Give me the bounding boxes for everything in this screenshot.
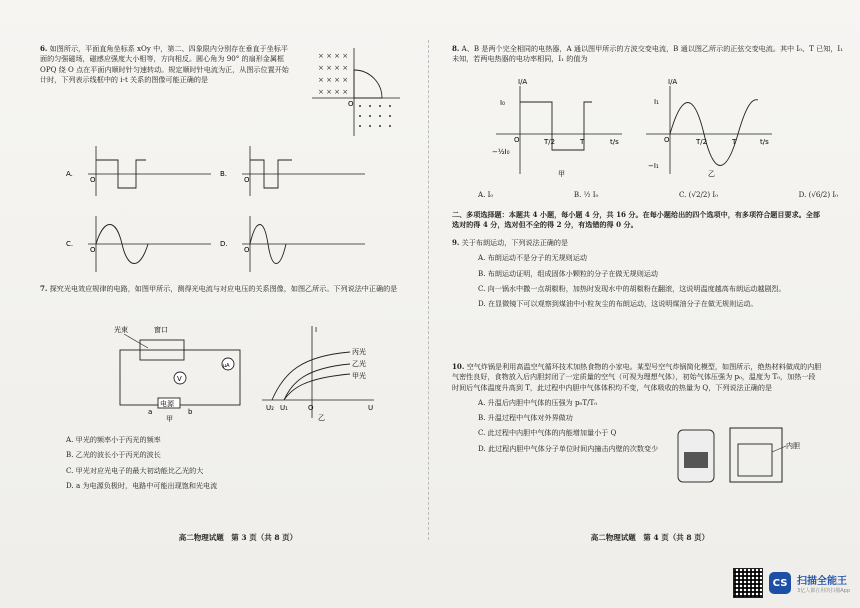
q7-option-c: C. 甲光对应光电子的最大初动能比乙光的大 <box>66 465 204 475</box>
option-label: C. <box>66 240 74 248</box>
dot-field <box>359 105 391 127</box>
neg-half-i0-label: −½I₀ <box>492 148 510 156</box>
section-2-header: 二、多项选择题：本题共 4 小题，每小题 4 分，共 16 分。在每小题给出的四个选项中，有多项符合题目要求。全部选对的得 4 分，选对但不全的得 2 分，有选错的得 0 分。 <box>452 210 820 230</box>
question-9 <box>452 238 822 309</box>
q9-option-d: D. 在显微镜下可以观察到煤油中小粒灰尘的布朗运动，这说明煤油分子在做无规则运动。 <box>478 299 758 309</box>
svg-text:× × × ×: × × × × <box>318 52 349 60</box>
page-footer: 高二物理试题 第 3 页（共 8 页） <box>178 533 298 543</box>
q7-circuit-figure <box>110 322 250 422</box>
q8-square-wave-figure <box>492 74 632 179</box>
axis-u-label: U <box>368 404 374 412</box>
origin-label: O <box>90 176 96 184</box>
q8-sine-wave-figure <box>642 74 782 179</box>
q7-option-b: B. 乙光的波长小于丙光的波长 <box>66 450 161 460</box>
question-number: 7. <box>40 284 48 293</box>
q9-option-a: A. 布朗运动不是分子的无规则运动 <box>478 253 587 263</box>
origin-label: O <box>514 136 520 144</box>
qr-code-icon <box>733 568 763 598</box>
axis-ia-label: I/A <box>518 78 528 86</box>
scanner-watermark <box>733 568 850 598</box>
right-page <box>452 44 848 544</box>
figure-yi-label: 乙 <box>318 414 325 422</box>
terminal-a-label: a <box>148 408 153 416</box>
q7-options <box>40 430 420 491</box>
q7-iu-graph <box>258 322 378 422</box>
question-number: 8. <box>452 44 460 53</box>
window-label: 窗口 <box>154 326 168 334</box>
q8-options <box>478 190 838 200</box>
q9-option-c: C. 向一锅水中撒一点胡椒粉，加热时发现水中的胡椒粉在翻滚，这说明温度越高布朗运动越剧烈。 <box>478 283 786 293</box>
curve-bing <box>272 352 350 400</box>
origin-label: O <box>348 100 354 108</box>
voltmeter-label: V <box>177 375 182 383</box>
graph-option-a <box>66 144 216 199</box>
question-7 <box>40 284 410 294</box>
i0-label: I₀ <box>500 99 505 107</box>
axis-i-label: I <box>315 326 318 334</box>
graph-option-c <box>66 214 216 274</box>
page-divider <box>428 40 429 540</box>
q6-field-figure <box>308 44 403 139</box>
question-number: 6. <box>40 44 48 53</box>
origin-label: O <box>90 246 96 254</box>
q8-option-c: C. (√2/2) I₀ <box>679 190 719 199</box>
figure-jia-label: 甲 <box>166 415 173 422</box>
terminal-b-label: b <box>188 408 193 416</box>
tick-t-label: T <box>732 138 737 146</box>
option-label: B. <box>220 170 228 178</box>
question-text: 探究光电效应规律的电路，如图甲所示，测得光电流与对应电压的关系图像，如图乙所示。下列说法中正确的是 <box>49 284 398 293</box>
fryer-handle <box>684 452 708 468</box>
question-text: 关于布朗运动，下列说法正确的是 <box>461 238 569 247</box>
figure-jia-label: 甲 <box>558 170 565 178</box>
bing-label: 丙光 <box>352 348 366 356</box>
yi-light-label: 乙光 <box>352 360 366 368</box>
q8-option-d: D. (√6/2) I₀ <box>798 190 838 199</box>
q8-option-b: B. ½ I₀ <box>573 190 599 199</box>
curve-jia <box>284 374 350 400</box>
question-number: 10. <box>452 362 465 371</box>
q8-option-a: A. I₀ <box>478 190 494 199</box>
question-number: 9. <box>452 238 460 247</box>
axis-ts-label: t/s <box>610 138 619 146</box>
origin-label: O <box>664 136 670 144</box>
camscanner-logo-icon: CS <box>769 572 791 594</box>
axis-ts-label: t/s <box>760 138 769 146</box>
inner-pot-label: 内胆 <box>786 442 800 450</box>
u2-label: U₂ <box>266 404 274 412</box>
question-text: A、B 是两个完全相同的电热器，A 通以图甲所示的方波交变电流，B 通以图乙所示的正弦交变电流。其中 I₀、T 已知，I₁ 未知，若两电热器的电功率相同，I₁ 的值为 <box>452 44 844 64</box>
q10-option-c: C. 此过程中内胆中气体的内能增加量小于 Q <box>478 428 617 438</box>
q6-option-graphs <box>40 144 340 284</box>
question-text: 如图所示，平面直角坐标系 xOy 中，第二、四象限内分别存在垂直于坐标平面的匀强磁场，磁感应强度大小相等，方向相反。圆心角为 90° 的扇形金属框 OPQ 绕 O 点在平面内顺时针匀速转动。规定顺时针电流为正，从图示位置开始计时，下列表示线框中的 i-t 关系的图像可能正确的是 <box>40 44 289 84</box>
sine-wave <box>670 100 758 166</box>
microammeter-label: μA <box>223 363 230 369</box>
tick-t-label: T <box>580 138 585 146</box>
question-6 <box>40 44 290 85</box>
svg-text:× × × ×: × × × × <box>318 64 349 72</box>
question-8 <box>452 44 848 65</box>
option-label: D. <box>220 240 228 248</box>
q10-options <box>452 398 662 454</box>
figure-yi-label: 乙 <box>708 170 715 178</box>
neg-i1-label: −I₁ <box>648 162 659 170</box>
watermark-title: 扫描全能王 <box>797 576 848 587</box>
u1-label: U₁ <box>280 404 288 412</box>
graph-option-d <box>220 214 370 274</box>
light-beam-label: 光束 <box>114 326 128 334</box>
q7-option-d: D. a 为电源负极时，电路中可能出现饱和光电流 <box>66 480 218 490</box>
q7-option-a: A. 甲光的频率小于丙光的频率 <box>66 435 161 444</box>
tick-half-label: T/2 <box>696 138 708 146</box>
origin-label: O <box>308 404 314 412</box>
page-footer: 高二物理试题 第 4 页（共 8 页） <box>590 533 710 543</box>
inner-pot <box>738 444 772 476</box>
graph-option-b <box>220 144 370 199</box>
watermark-subtitle: 3亿人都在用的扫描App <box>797 588 850 594</box>
svg-text:× × × ×: × × × × <box>318 76 349 84</box>
svg-text:× × × ×: × × × × <box>318 88 349 96</box>
cross-field <box>318 52 348 96</box>
origin-label: O <box>244 176 250 184</box>
option-label: A. <box>66 170 73 178</box>
q10-option-b: B. 升温过程中气体对外界做功 <box>478 413 573 423</box>
left-page <box>40 44 436 544</box>
q10-option-a: A. 升温后内胆中气体的压强为 p₀T/T₀ <box>478 397 598 407</box>
sector-frame <box>354 70 382 98</box>
i1-label: I₁ <box>654 98 659 106</box>
q10-option-d: D. 此过程内胆中气体分子单位时间内撞击内壁的次数变少 <box>478 443 659 453</box>
jia-light-label: 甲光 <box>352 372 366 380</box>
tick-half-label: T/2 <box>544 138 556 146</box>
power-label: 电源 <box>160 400 174 408</box>
origin-label: O <box>244 246 250 254</box>
question-text: 空气炸锅是利用高温空气循环技术加热食物的小家电。某型号空气炸锅简化模型，如图所示，绝热材料做成的内胆气密性良好，食物放入后内胆封闭了一定质量的空气（可视为理想气体），初始气体压强为 p₀，温度为 T₀，加热一段时间后气体温度升高到 T，此过程中内胆中气体体积均不变，气体吸收的热量为 Q，下列说法正确的是 <box>452 362 822 392</box>
q9-option-b: B. 布朗运动证明，组成固体小颗粒的分子在做无规则运动 <box>478 268 658 278</box>
air-fryer-figure <box>674 424 804 488</box>
axis-ia-label: I/A <box>668 78 678 86</box>
